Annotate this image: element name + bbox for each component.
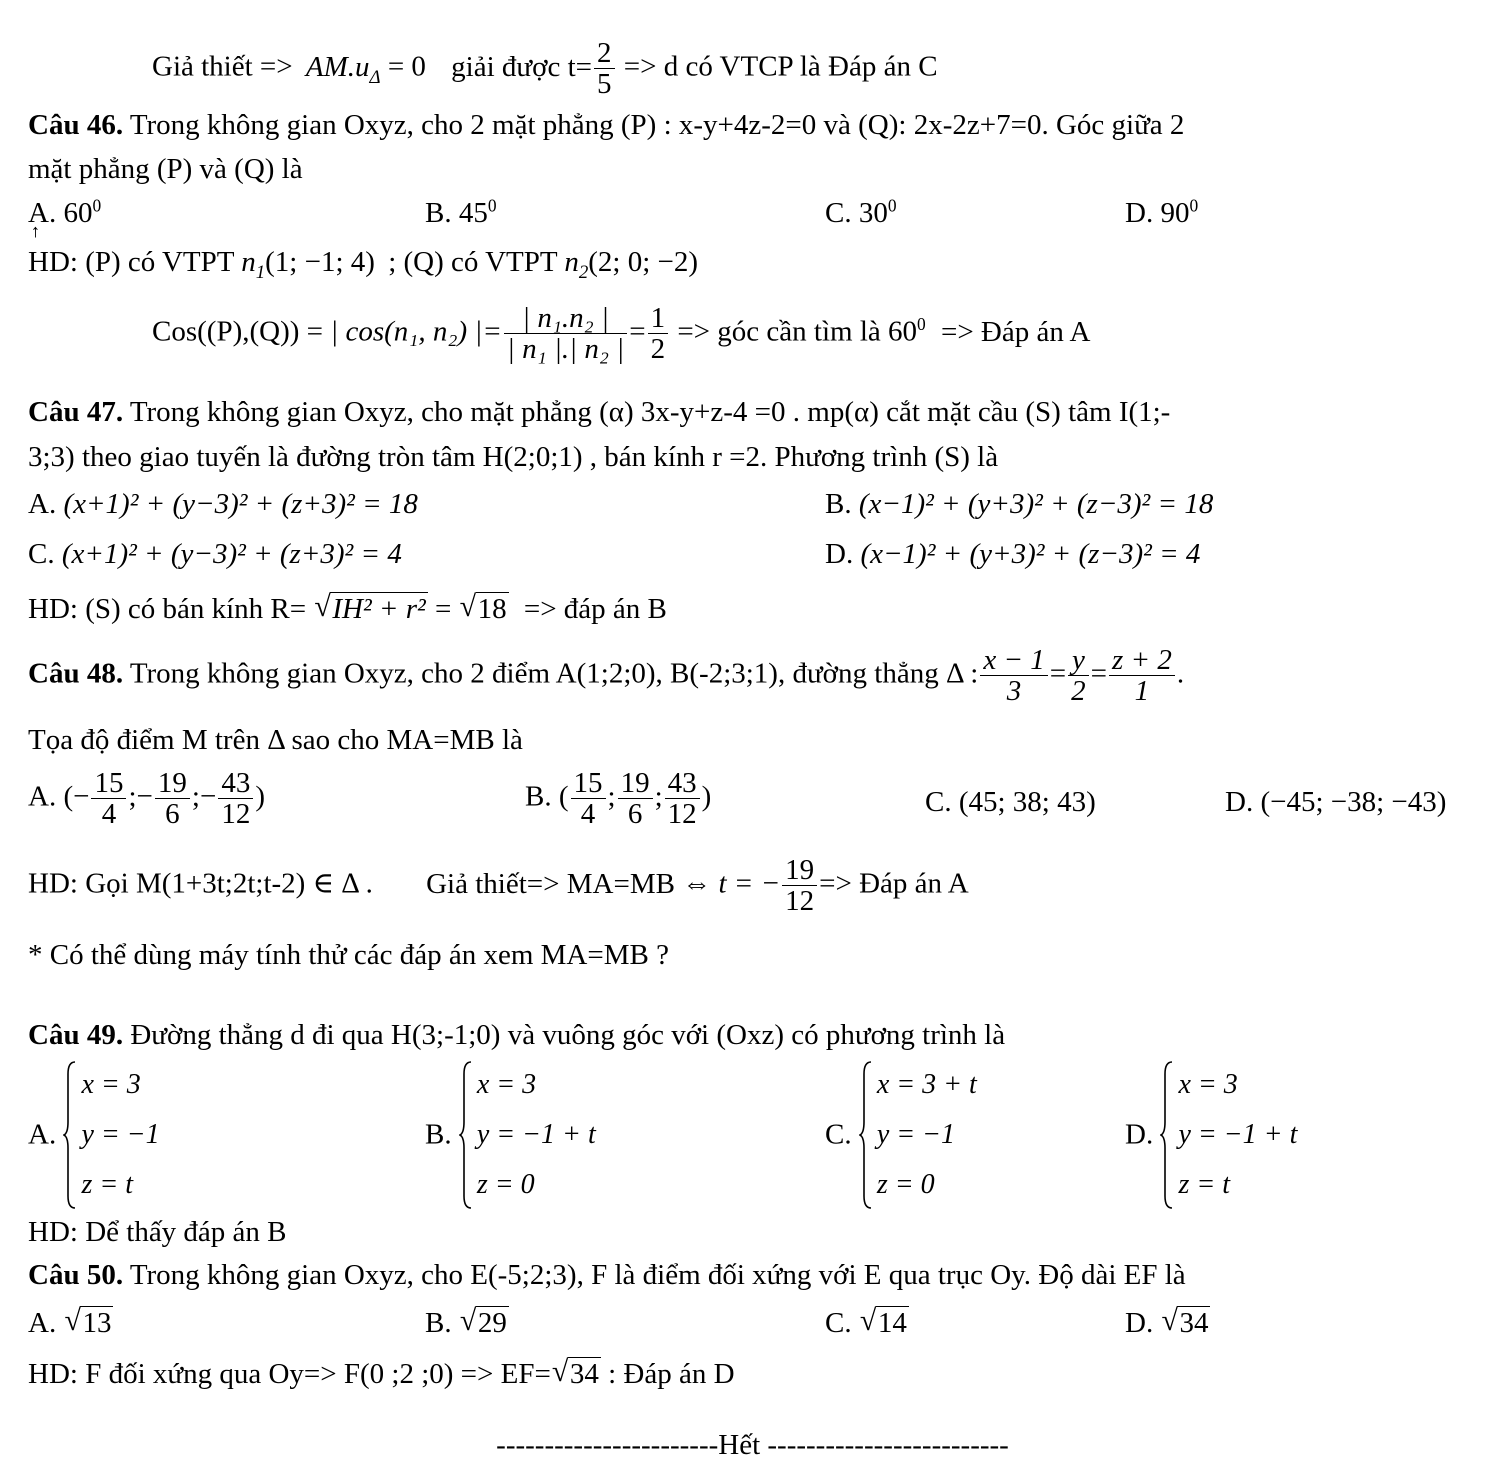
q47-d-value: (x−1)² + (y+3)² + (z−3)² = 4	[860, 538, 1201, 570]
end-marker	[0, 1428, 1505, 1463]
q49-hd-text: HD: Dể thấy đáp án B	[28, 1216, 287, 1248]
intro-mid: giải được t=	[451, 50, 592, 83]
q49-a-row-y: y = −1	[81, 1119, 160, 1150]
q48-text2: Tọa độ điểm M trên Δ sao cho MA=MB là	[28, 724, 523, 756]
q48-a-n2: 19	[155, 768, 190, 799]
q47-hd-eq: =	[434, 593, 452, 625]
q46-d-label: D.	[1125, 197, 1154, 229]
q49-d-row-x: x = 3	[1178, 1069, 1238, 1100]
q50-c-sqrt	[861, 1306, 909, 1341]
intro-math-am	[305, 50, 381, 88]
q47-option-c	[28, 537, 402, 572]
q47-option-d	[825, 537, 1200, 572]
q50-hd	[28, 1357, 735, 1392]
q50-option-b	[425, 1306, 509, 1341]
q48-f3-den: 1	[1134, 675, 1150, 708]
q48-a-frac1	[91, 768, 126, 830]
q48-b-d2: 6	[627, 798, 643, 831]
q48-d-label: D.	[1225, 786, 1254, 818]
q46-option-b	[425, 196, 497, 231]
q49-line1	[28, 1018, 1005, 1053]
end-marker-text: -----------------------Hết -------------------------	[496, 1429, 1009, 1461]
q48-frac1	[980, 645, 1047, 707]
q46-hd2-half-den: 2	[650, 333, 666, 366]
q48-eq1: =	[1049, 657, 1067, 690]
q47-hd-sqrt2	[461, 592, 509, 627]
q48-hd	[28, 855, 969, 917]
left-brace-icon	[63, 1060, 77, 1210]
q48-f1-num: x − 1	[980, 645, 1047, 676]
intro-suffix: => d có VTCP là Đáp án C	[623, 50, 938, 83]
q48-b-n1: 15	[571, 768, 606, 799]
q48-f1-den: 3	[1006, 675, 1022, 708]
q48-option-d	[1225, 785, 1446, 820]
q46-c-value: 30	[858, 197, 888, 229]
intro-math-sub: Δ	[369, 66, 381, 88]
q48-line1	[28, 645, 1184, 707]
q47-hd-b: => đáp án B	[523, 593, 667, 625]
q49-hd	[28, 1215, 287, 1250]
q48-text1: Trong không gian Oxyz, cho 2 điểm A(1;2;0), B(-2;3;1), đường thẳng	[129, 657, 939, 690]
q46-d-value: 90	[1160, 197, 1190, 229]
q46-hd2-angle: 60	[888, 315, 918, 348]
q50-option-d	[1125, 1306, 1210, 1341]
q49-a-label: A.	[28, 1118, 57, 1151]
q46-label: Câu 46.	[28, 109, 124, 141]
q50-d-value: 34	[1179, 1307, 1209, 1339]
intro-frac-num: 2	[594, 38, 615, 69]
q46-hd1-n1-sub: 1	[255, 261, 266, 283]
q48-hd-a: HD: Gọi M(1+3t;2t;t-2) ∈ Δ .	[28, 867, 373, 900]
q48-b-d3: 12	[667, 798, 697, 831]
q46-d-exp: 0	[1189, 195, 1199, 216]
q48-b-n2: 19	[618, 768, 653, 799]
q48-c-label: C.	[925, 786, 952, 818]
left-brace-icon	[1160, 1060, 1174, 1210]
q46-hd2-exp: 0	[917, 313, 926, 334]
q50-label: Câu 50.	[28, 1259, 124, 1291]
q50-option-a	[28, 1306, 113, 1341]
q46-hd2-b: => góc cần tìm là	[677, 315, 881, 348]
q47-text2: 3;3) theo giao tuyến là đường tròn tâm H(2;0;1) , bán kính r =2. Phương trình (S) là	[28, 441, 999, 473]
q48-frac3	[1109, 645, 1175, 707]
q46-option-d	[1125, 196, 1198, 231]
q50-a-value: 13	[82, 1307, 112, 1339]
q50-text1: Trong không gian Oxyz, cho E(-5;2;3), F là điểm đối xứng với E qua trục Oy. Độ dài EF là	[129, 1259, 1186, 1291]
q49-c-label: C.	[825, 1118, 852, 1151]
q46-b-value: 45	[458, 197, 488, 229]
q50-hd-a: HD: F đối xứng qua Oy=> F(0 ;2 ;0) => EF=	[28, 1358, 551, 1390]
q49-option-d	[1125, 1060, 1297, 1210]
q49-d-row-z: z = t	[1178, 1169, 1231, 1200]
q49-option-c	[825, 1060, 977, 1210]
q48-label: Câu 48.	[28, 657, 124, 690]
q48-b-d1: 4	[580, 798, 596, 831]
q49-d-label: D.	[1125, 1118, 1154, 1151]
q48-option-c	[925, 785, 1096, 820]
q47-b-value: (x−1)² + (y+3)² + (z−3)² = 18	[858, 488, 1214, 520]
q48-b-frac2	[618, 768, 653, 830]
q46-hd2-fraction	[504, 303, 627, 365]
q50-option-c	[825, 1306, 909, 1341]
q49-d-row-y: y = −1 + t	[1178, 1119, 1298, 1150]
q46-hd1-n2	[564, 246, 589, 283]
q47-hd-sqrt1	[315, 592, 427, 627]
q46-hd1-n1	[241, 246, 266, 283]
q48-b-n3: 43	[665, 768, 700, 799]
q48-d-value: (−45; −38; −43)	[1260, 786, 1447, 818]
q48-hd-fraction	[782, 855, 817, 917]
q46-hd1-n2-text: n	[564, 246, 579, 278]
q46-option-c	[825, 196, 897, 231]
q46-hd1-n2-coords: (2; 0; −2)	[588, 246, 699, 278]
q50-b-value: 29	[477, 1307, 507, 1339]
q48-b-frac1	[571, 768, 606, 830]
q47-c-label: C.	[28, 538, 55, 570]
q46-b-exp: 0	[487, 195, 497, 216]
q49-text1: Đường thẳng d đi qua H(3;-1;0) và vuông góc với (Oxz) có phương trình là	[130, 1019, 1006, 1051]
q48-hd-c: => Đáp án A	[819, 867, 969, 900]
q48-a-label: A.	[28, 780, 57, 813]
q46-a-label: A.	[28, 197, 57, 229]
q48-hd-den: 12	[785, 885, 815, 918]
left-brace-icon	[859, 1060, 873, 1210]
intro-math-eq: = 0	[387, 50, 426, 83]
q50-d-label: D.	[1125, 1307, 1154, 1339]
q46-hd2-half	[648, 303, 669, 365]
intro-prefix: Giả thiết =>	[152, 50, 293, 83]
q48-option-a: A. (− $\frac{15}{4}$ ;− $\frac{19}{6}$ ;− $\frac{43}{12}$ )	[28, 767, 265, 831]
q47-line2	[28, 440, 998, 475]
q50-b-label: B.	[425, 1307, 452, 1339]
intro-frac-den: 5	[597, 68, 612, 101]
left-brace-icon	[459, 1060, 473, 1210]
q49-label: Câu 49.	[28, 1019, 124, 1051]
q46-hd1-b: ; (Q) có VTPT	[388, 246, 558, 278]
q49-b-row-x: x = 3	[476, 1069, 537, 1100]
q50-c-value: 14	[877, 1307, 907, 1339]
q46-hd1-n1-text: n	[241, 246, 256, 278]
q49-option-a	[28, 1060, 160, 1210]
q48-a-frac3	[218, 768, 253, 830]
q47-option-a	[28, 487, 418, 522]
q50-a-label: A.	[28, 1307, 57, 1339]
q50-hd-rad: 34	[569, 1358, 599, 1390]
q47-b-label: B.	[825, 488, 852, 520]
q46-hd2	[152, 303, 1090, 365]
q46-hd2-abs: | cos(n₁, n₂) |=	[330, 315, 502, 348]
q50-c-label: C.	[825, 1307, 852, 1339]
q48-hd-num: 19	[782, 855, 817, 886]
q49-c-row-y: y = −1	[876, 1119, 956, 1150]
intro-line	[152, 38, 938, 100]
q46-hd2-a: Cos((P),(Q)) =	[152, 315, 323, 348]
q46-hd2-c: => Đáp án A	[940, 315, 1091, 348]
q48-c-value: (45; 38; 43)	[958, 786, 1096, 818]
q48-a-n1: 15	[91, 768, 126, 799]
q47-line1	[28, 395, 1170, 430]
q46-hd2-half-num: 1	[648, 303, 669, 334]
q48-b-label: B.	[525, 780, 552, 813]
q49-a-row-z: z = t	[81, 1169, 134, 1200]
q48-option-b: B. ( $\frac{15}{4}$ ; $\frac{19}{6}$ ; $\frac{43}{12}$ )	[525, 767, 712, 831]
q50-d-sqrt	[1162, 1306, 1210, 1341]
q48-a-frac2	[155, 768, 190, 830]
q49-option-b	[425, 1060, 596, 1210]
q49-c-system	[859, 1060, 977, 1210]
q49-d-system	[1160, 1060, 1297, 1210]
q49-b-row-z: z = 0	[476, 1169, 535, 1200]
q47-hd-a: HD: (S) có bán kính R=	[28, 593, 307, 625]
q48-b-frac3	[665, 768, 700, 830]
q50-hd-sqrt	[553, 1357, 601, 1392]
q47-a-value: (x+1)² + (y−3)² + (z+3)² = 18	[63, 488, 418, 520]
q47-hd	[28, 592, 667, 627]
q47-text1: Trong không gian Oxyz, cho mặt phẳng (α) 3x-y+z-4 =0 . mp(α) cắt mặt cầu (S) tâm I(1;-	[129, 396, 1171, 428]
q47-hd-rad2: 18	[477, 593, 507, 625]
q46-b-label: B.	[425, 197, 452, 229]
q47-hd-rad1: IH² + r²	[332, 593, 426, 625]
q46-line2	[28, 152, 303, 187]
q47-option-b	[825, 487, 1213, 522]
q47-c-value: (x+1)² + (y−3)² + (z+3)² = 4	[61, 538, 402, 570]
q48-dot: .	[1176, 657, 1185, 690]
q48-delta: Δ :	[945, 657, 979, 690]
q48-f2-den: 2	[1071, 675, 1086, 708]
q46-a-value: 60	[63, 197, 93, 229]
q48-note-text: * Có thể dùng máy tính thử các đáp án xem MA=MB ?	[28, 939, 669, 971]
q46-hd1	[28, 245, 699, 283]
q49-c-row-z: z = 0	[876, 1169, 935, 1200]
intro-fraction	[594, 38, 615, 100]
q48-hd-iff: ⇔ t = −	[682, 867, 781, 900]
q48-f3-num: z + 2	[1109, 645, 1175, 676]
q50-b-sqrt	[461, 1306, 509, 1341]
q46-hd2-eq: =	[629, 315, 646, 348]
q48-note	[28, 938, 669, 973]
q48-eq2: =	[1090, 657, 1107, 690]
q46-hd2-num: | n₁.n₂ |	[504, 303, 627, 334]
q47-label: Câu 47.	[28, 396, 124, 428]
q49-b-label: B.	[425, 1118, 452, 1151]
q46-c-label: C.	[825, 197, 852, 229]
q47-d-label: D.	[825, 538, 854, 570]
q46-hd1-n1-coords: (1; −1; 4)	[265, 246, 375, 278]
q46-text1: Trong không gian Oxyz, cho 2 mặt phẳng (P) : x-y+4z-2=0 và (Q): 2x-2z+7=0. Góc giữa 2	[129, 109, 1185, 141]
q49-a-system	[63, 1060, 159, 1210]
q48-a-d3: 12	[221, 798, 251, 831]
q48-a-d2: 6	[165, 798, 180, 831]
q48-line2	[28, 723, 523, 758]
q48-a-d1: 4	[101, 798, 117, 831]
q46-text2: mặt phẳng (P) và (Q) là	[28, 153, 303, 185]
q49-b-row-y: y = −1 + t	[476, 1119, 596, 1150]
q46-hd2-den: | n₁ |.| n₂ |	[506, 333, 625, 366]
q48-a-n3: 43	[218, 768, 253, 799]
q50-a-sqrt	[65, 1306, 113, 1341]
q50-line1	[28, 1258, 1186, 1293]
q48-hd-b: Giả thiết=> MA=MB	[426, 867, 675, 900]
q46-line1	[28, 108, 1184, 143]
q49-b-system	[459, 1060, 596, 1210]
q49-c-row-x: x = 3 + t	[876, 1069, 977, 1100]
q50-hd-b: : Đáp án D	[608, 1358, 735, 1390]
q47-a-label: A.	[28, 488, 57, 520]
q46-hd1-a: HD: (P) có VTPT	[28, 246, 234, 278]
q48-frac2	[1068, 645, 1089, 707]
q46-c-exp: 0	[887, 195, 897, 216]
q48-f2-num: y	[1068, 645, 1089, 676]
q46-a-exp: 0	[92, 195, 102, 216]
intro-math-am-text: AM.u	[305, 50, 370, 83]
q46-hd1-n2-sub: 2	[578, 261, 589, 283]
q49-a-row-x: x = 3	[81, 1069, 141, 1100]
